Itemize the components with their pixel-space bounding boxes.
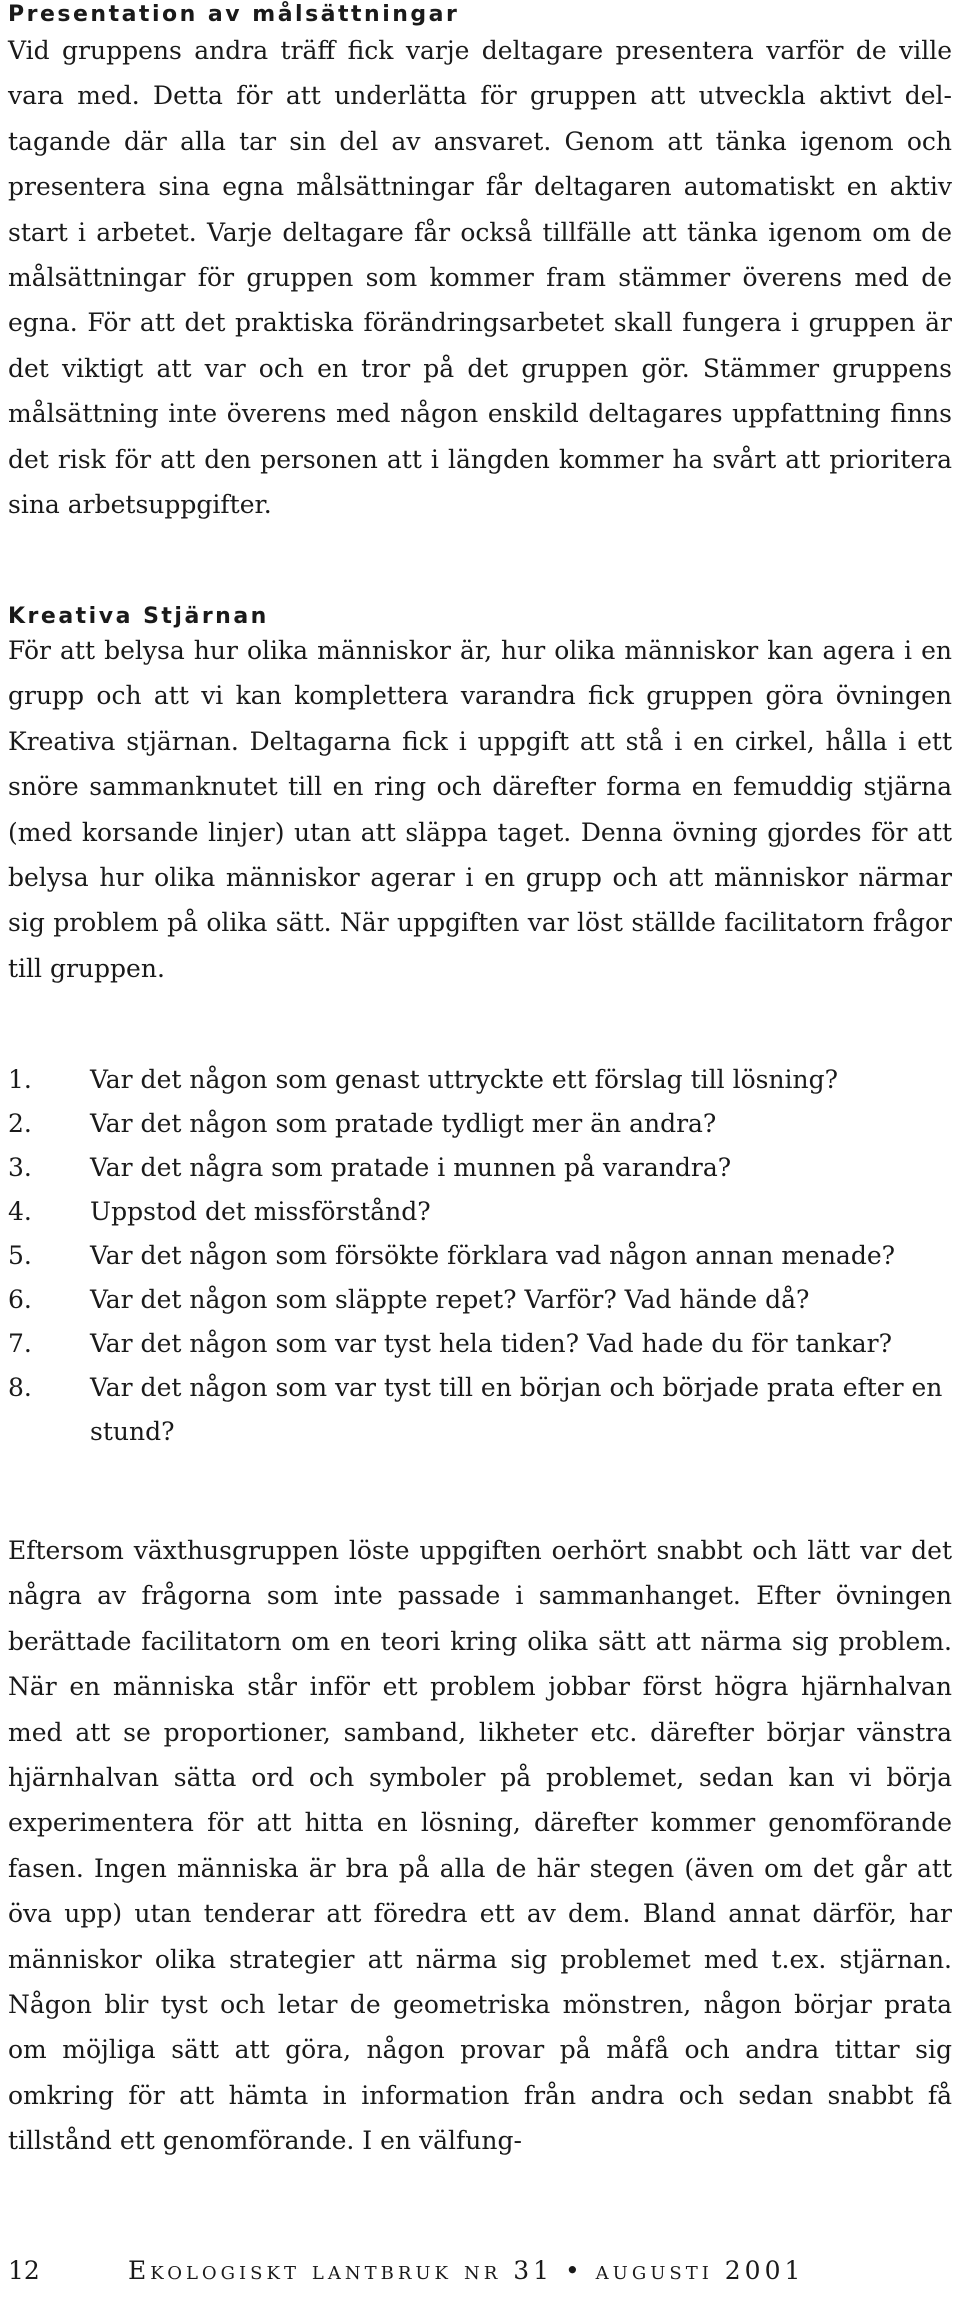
closing-paragraph: Eftersom växthusgruppen löste uppgiften oerhört snabbt och lätt var det några av frågorna som inte passade i sammanhanget. Efter övningen berättade facilitatorn om en teori kring olika sätt att närma sig problem. När en människa står inför ett problem jobbar först högra hjärnhalvan med att se proportioner, samband, likheter etc. därefter börjar vänstra hjärnhalvan sätta ord och symboler på problemet, sedan kan vi börja experimentera för att hitta en lösning, därefter kommer genomförande fasen. Ingen människa är bra på alla de här stegen (även om det går att öva upp) utan tenderar att föredra ett av dem. Bland annat därför, har människor olika strategier att närma sig problemet med t.ex. stjärnan. Någon blir tyst och letar de geometriska mönstren, någon börjar prata om möjliga sätt att göra, någon provar på måfå och andra tittar sig omkring för att hämta in information från andra och sedan snabbt få tillstånd ett genomförande. I en välfung-	[8, 1536, 952, 2156]
list-item-text: Var det någon som genast uttryckte ett förslag till lösning?	[90, 1065, 839, 1094]
list-item-number: 7.	[8, 1329, 32, 1358]
list-item-text: Var det någon som pratade tydligt mer än andra?	[90, 1109, 717, 1138]
list-item-number: 3.	[8, 1153, 32, 1182]
list-item	[8, 1366, 952, 1454]
list-item	[8, 1278, 952, 1322]
page-number: 12	[8, 2256, 40, 2285]
section-paragraph-presentation: Vid gruppens andra träff fick varje deltagare presentera varför de ville vara med. Detta för att underlätta för gruppen att utveckla aktivt deltagande där alla tar sin del av ansvaret. Genom att tänka igenom och presentera sina egna målsättningar får deltagaren automatiskt en aktiv start i arbetet. Varje deltagare får också tillfälle att tänka igenom om de målsättningar för gruppen som kommer fram stämmer överens med de egna. För att det praktiska förändringsarbetet skall fungera i gruppen är det viktigt att var och en tror på det gruppen gör. Stämmer gruppens målsättning inte överens med någon enskild deltagares uppfattning finns det risk för att den personen att i längden kommer ha svårt att prioritera sina arbetsuppgifter.	[8, 36, 952, 520]
section-heading-kreativa-stjarnan: Kreativa Stjärnan	[8, 604, 269, 629]
list-item-text: Var det några som pratade i munnen på varandra?	[90, 1153, 732, 1182]
section-heading-presentation: Presentation av målsättningar	[8, 2, 460, 27]
list-item-text: Var det någon som försökte förklara vad någon annan menade?	[90, 1241, 896, 1270]
list-item	[8, 1146, 952, 1190]
list-item-number: 4.	[8, 1197, 32, 1226]
list-item-number: 6.	[8, 1285, 32, 1314]
list-item-number: 8.	[8, 1373, 32, 1402]
list-item-number: 1.	[8, 1065, 32, 1094]
list-item	[8, 1102, 952, 1146]
list-item	[8, 1190, 952, 1234]
list-item-text: Var det någon som var tyst till en början och började prata efter en stund?	[90, 1373, 943, 1446]
list-item	[8, 1058, 952, 1102]
journal-issue-line: Ekologiskt lantbruk nr 31 • augusti 2001	[128, 2256, 805, 2285]
list-item-number: 5.	[8, 1241, 32, 1270]
list-item-text: Var det någon som släppte repet? Varför? Vad hände då?	[90, 1285, 810, 1314]
question-list	[8, 1058, 952, 1454]
section-paragraph-kreativa-stjarnan: För att belysa hur olika människor är, hur olika människor kan agera i en grupp och att vi kan komplettera varandra fick gruppen göra övningen Kreativa stjärnan. Deltagarna fick i uppgift att stå i en cirkel, hålla i ett snöre sammanknutet till en ring och därefter forma en femuddig stjärna (med korsande linjer) utan att släppa taget. Denna övning gjordes för att belysa hur olika människor agerar i en grupp och att människor närmar sig problem på olika sätt. När uppgiften var löst ställde facilitatorn frågor till gruppen.	[8, 636, 952, 983]
list-item-text: Uppstod det missförstånd?	[90, 1197, 431, 1226]
list-item	[8, 1234, 952, 1278]
list-item-text: Var det någon som var tyst hela tiden? Vad hade du för tankar?	[90, 1329, 893, 1358]
page-footer	[8, 2256, 952, 2286]
list-item-number: 2.	[8, 1109, 32, 1138]
list-item	[8, 1322, 952, 1366]
